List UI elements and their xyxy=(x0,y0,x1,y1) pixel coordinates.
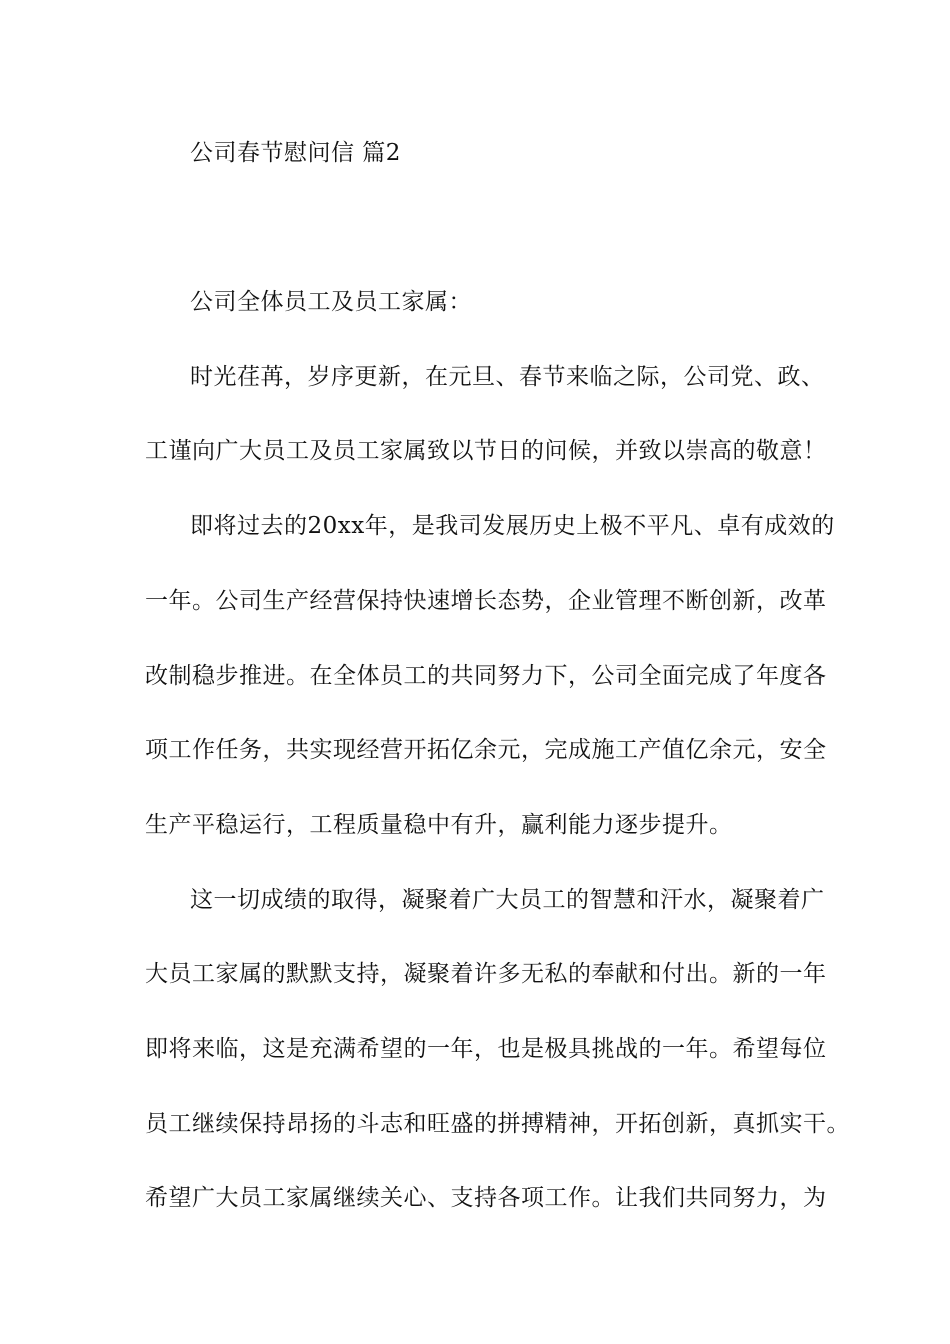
body-line-3: 即将过去的20xx年，是我司发展历史上极不平凡、卓有成效的 xyxy=(190,513,835,539)
body-line-6: 项工作任务，共实现经营开拓亿余元，完成施工产值亿余元，安全 xyxy=(145,737,827,763)
body-line-4: 一年。公司生产经营保持快速增长态势，企业管理不断创新，改革 xyxy=(145,588,827,614)
body-line-5: 改制稳步推进。在全体员工的共同努力下，公司全面完成了年度各 xyxy=(145,663,827,689)
body-line-1: 时光荏苒，岁序更新，在元旦、春节来临之际，公司党、政、 xyxy=(190,364,825,390)
salutation: 公司全体员工及员工家属： xyxy=(190,289,472,315)
body-line-9: 大员工家属的默默支持，凝聚着许多无私的奉献和付出。新的一年 xyxy=(145,961,827,987)
document-title: 公司春节慰问信 篇2 xyxy=(190,140,401,166)
body-line-11: 员工继续保持昂扬的斗志和旺盛的拼搏精神，开拓创新，真抓实干。 xyxy=(145,1111,850,1137)
body-line-2: 工谨向广大员工及员工家属致以节日的问候，并致以崇高的敬意！ xyxy=(145,438,827,464)
body-line-12: 希望广大员工家属继续关心、支持各项工作。让我们共同努力，为 xyxy=(145,1185,827,1211)
body-line-8: 这一切成绩的取得，凝聚着广大员工的智慧和汗水，凝聚着广 xyxy=(190,887,825,913)
body-line-10: 即将来临，这是充满希望的一年，也是极具挑战的一年。希望每位 xyxy=(145,1036,827,1062)
body-line-7: 生产平稳运行，工程质量稳中有升，赢利能力逐步提升。 xyxy=(145,812,733,838)
